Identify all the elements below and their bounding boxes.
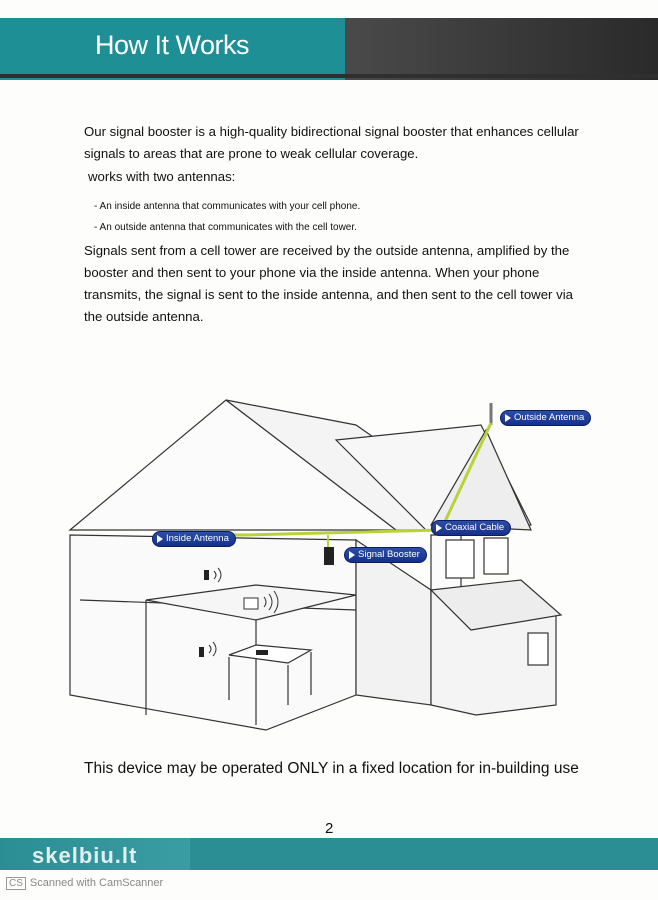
antennas-intro: works with two antennas:: [88, 169, 236, 184]
house-illustration: [66, 395, 596, 735]
callout-outside-antenna: Outside Antenna: [500, 410, 591, 426]
page-title: How It Works: [95, 30, 250, 60]
scanner-text: Scanned with CamScanner: [29, 877, 164, 889]
main-walls: [70, 535, 356, 730]
callout-coaxial-cable: Coaxial Cable: [431, 520, 511, 536]
callout-signal-booster: Signal Booster: [344, 547, 427, 563]
bullet-inside-antenna: - An inside antenna that communicates with your cell phone.: [94, 201, 361, 212]
camscanner-icon: CS: [6, 877, 26, 890]
center-wall: [356, 540, 431, 705]
page-number: 2: [325, 820, 334, 837]
header-stripe: [0, 74, 658, 78]
house-diagram: [66, 395, 596, 735]
laptop: [256, 650, 268, 655]
header-dark-block: [345, 18, 658, 80]
callout-inside-antenna: Inside Antenna: [152, 531, 236, 547]
fixed-location-notice: This device may be operated ONLY in a fixed location for in-building use: [84, 760, 579, 777]
window-upper-right: [484, 538, 508, 574]
window-upper-left: [446, 540, 474, 578]
watermark-text: skelbiu.lt: [32, 843, 138, 868]
booster-unit: [324, 547, 334, 565]
signal-flow-paragraph: Signals sent from a cell tower are received by the outside antenna, amplified by the booster and then sent to your phone via the inside antenna. When your phone transmits, the signal is sent to the inside antenna, and then sent to the cell tower via the outside antenna.: [84, 243, 573, 324]
scanner-note: [6, 877, 163, 890]
inside-antenna-unit: [244, 598, 258, 609]
bullet-outside-antenna: - An outside antenna that communicates with the cell tower.: [94, 222, 357, 233]
intro-paragraph: Our signal booster is a high-quality bidirectional signal booster that enhances cellular signals to areas that are prone to weak cellular coverage.: [84, 124, 579, 161]
window-lower: [528, 633, 548, 665]
phone-upper: [204, 570, 209, 580]
phone-lower: [199, 647, 204, 657]
